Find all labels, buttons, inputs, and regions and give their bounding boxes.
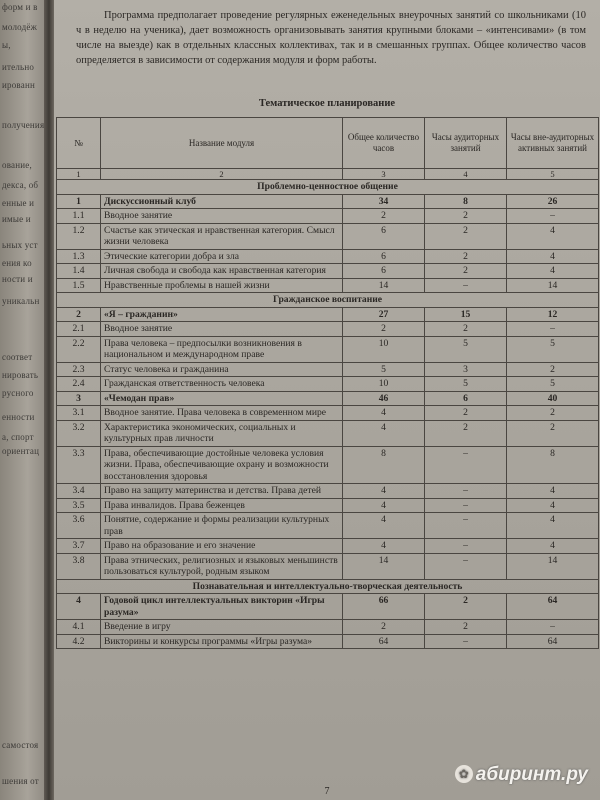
total-hours: 14 — [343, 278, 425, 293]
topic-row — [57, 249, 599, 264]
topic-row — [57, 336, 599, 362]
topic-name: Права этнических, религиозных и языковых меньшинств пользоваться культурой, родным языком — [101, 553, 343, 579]
topic-row — [57, 406, 599, 421]
page-number: 7 — [324, 786, 330, 797]
topic-row — [57, 620, 599, 635]
header-index: 1 — [57, 169, 101, 180]
extra-hours: 5 — [507, 377, 599, 392]
total-hours: 2 — [343, 209, 425, 224]
classroom-hours: – — [425, 278, 507, 293]
topic-name: Право на образование и его значение — [101, 539, 343, 554]
topic-row — [57, 513, 599, 539]
adjacent-page-text-fragment: шения от — [2, 776, 39, 786]
book-gutter — [44, 0, 54, 800]
extra-hours: 14 — [507, 278, 599, 293]
adjacent-page-edge — [0, 0, 46, 800]
topic-row — [57, 498, 599, 513]
row-number: 1.5 — [57, 278, 101, 293]
row-number: 3 — [57, 391, 101, 406]
topic-name: «Чемодан прав» — [101, 391, 343, 406]
classroom-hours: 2 — [425, 594, 507, 620]
extra-hours: 12 — [507, 307, 599, 322]
header-index: 2 — [101, 169, 343, 180]
topic-row — [57, 362, 599, 377]
classroom-hours: 2 — [425, 620, 507, 635]
row-number: 2 — [57, 307, 101, 322]
adjacent-page-text-fragment: енности — [2, 412, 35, 422]
total-hours: 27 — [343, 307, 425, 322]
row-number: 3.2 — [57, 420, 101, 446]
row-number: 2.4 — [57, 377, 101, 392]
adjacent-page-text-fragment: ированн — [2, 80, 35, 90]
extra-hours: 26 — [507, 194, 599, 209]
row-number: 3.1 — [57, 406, 101, 421]
total-hours: 4 — [343, 406, 425, 421]
topic-name: Вводное занятие. Права человека в современном мире — [101, 406, 343, 421]
classroom-hours: 2 — [425, 406, 507, 421]
row-number: 3.4 — [57, 484, 101, 499]
classroom-hours: 2 — [425, 264, 507, 279]
section-title: Проблемно-ценностное общение — [57, 180, 599, 195]
adjacent-page-text-fragment: уникальн — [2, 296, 40, 306]
section-title: Познавательная и интеллектуально-творческая деятельность — [57, 579, 599, 594]
total-hours: 46 — [343, 391, 425, 406]
classroom-hours: 2 — [425, 322, 507, 337]
extra-hours: 14 — [507, 553, 599, 579]
classroom-hours: 5 — [425, 377, 507, 392]
total-hours: 4 — [343, 513, 425, 539]
topic-name: Право на защиту материнства и детства. Права детей — [101, 484, 343, 499]
header-index: 3 — [343, 169, 425, 180]
topic-row — [57, 446, 599, 484]
topic-name: Права человека – предпосылки возникновения в национальном и международном праве — [101, 336, 343, 362]
total-hours: 2 — [343, 322, 425, 337]
extra-hours: 64 — [507, 594, 599, 620]
extra-hours: – — [507, 209, 599, 224]
extra-hours: 4 — [507, 264, 599, 279]
topic-name: Счастье как этическая и нравственная категория. Смысл жизни человека — [101, 223, 343, 249]
row-number: 3.6 — [57, 513, 101, 539]
row-number: 4 — [57, 594, 101, 620]
adjacent-page-text-fragment: ование, — [2, 160, 32, 170]
topic-name: Статус человека и гражданина — [101, 362, 343, 377]
topic-name: «Я – гражданин» — [101, 307, 343, 322]
topic-name: Характеристика экономических, социальных и культурных прав личности — [101, 420, 343, 446]
topic-name: Вводное занятие — [101, 209, 343, 224]
extra-hours: 4 — [507, 223, 599, 249]
topic-row — [57, 223, 599, 249]
topic-name: Вводное занятие — [101, 322, 343, 337]
classroom-hours: 2 — [425, 209, 507, 224]
row-number: 1 — [57, 194, 101, 209]
extra-hours: – — [507, 322, 599, 337]
header-index: 4 — [425, 169, 507, 180]
topic-name: Права инвалидов. Права беженцев — [101, 498, 343, 513]
row-number: 3.3 — [57, 446, 101, 484]
extra-hours: 2 — [507, 362, 599, 377]
row-number: 1.4 — [57, 264, 101, 279]
adjacent-page-text-fragment: самостоя — [2, 740, 39, 750]
section-row — [57, 579, 599, 594]
row-number: 4.2 — [57, 634, 101, 649]
classroom-hours: – — [425, 634, 507, 649]
extra-hours: 40 — [507, 391, 599, 406]
watermark — [455, 764, 588, 786]
module-row — [57, 307, 599, 322]
adjacent-page-text-fragment: енные и — [2, 198, 35, 208]
topic-name: Права, обеспечивающие достойные человека условия жизни. Права, обеспечивающие охрану и возможности восстановления здоровья — [101, 446, 343, 484]
total-hours: 4 — [343, 484, 425, 499]
total-hours: 4 — [343, 420, 425, 446]
adjacent-page-text-fragment: получения — [2, 120, 45, 130]
header-num: № — [57, 118, 101, 169]
row-number: 1.1 — [57, 209, 101, 224]
section-title: Гражданское воспитание — [57, 293, 599, 308]
topic-name: Введение в игру — [101, 620, 343, 635]
topic-name: Гражданская ответственность человека — [101, 377, 343, 392]
module-row — [57, 594, 599, 620]
row-number: 1.3 — [57, 249, 101, 264]
header-index-row — [57, 169, 599, 180]
header-module-name: Название модуля — [101, 118, 343, 169]
adjacent-page-text-fragment: форм и в — [2, 2, 38, 12]
header-extra-hours: Часы вне-аудиторных активных занятий — [507, 118, 599, 169]
header-classroom-hours: Часы аудиторных занятий — [425, 118, 507, 169]
section-row — [57, 293, 599, 308]
classroom-hours: 15 — [425, 307, 507, 322]
row-number: 3.5 — [57, 498, 101, 513]
row-number: 2.3 — [57, 362, 101, 377]
topic-row — [57, 539, 599, 554]
adjacent-page-text-fragment: ы, — [2, 40, 11, 50]
adjacent-page-text-fragment: молодёж — [2, 22, 38, 32]
extra-hours: 64 — [507, 634, 599, 649]
classroom-hours: – — [425, 539, 507, 554]
thematic-planning-table — [56, 117, 599, 649]
table-header-row — [57, 118, 599, 169]
module-row — [57, 391, 599, 406]
total-hours: 4 — [343, 539, 425, 554]
classroom-hours: – — [425, 446, 507, 484]
adjacent-page-text-fragment: ориентац — [2, 446, 40, 456]
classroom-hours: – — [425, 498, 507, 513]
classroom-hours: – — [425, 513, 507, 539]
table-body — [57, 180, 599, 649]
total-hours: 6 — [343, 249, 425, 264]
topic-name: Понятие, содержание и формы реализации культурных прав — [101, 513, 343, 539]
table-title: Тематическое планирование — [258, 98, 396, 109]
total-hours: 34 — [343, 194, 425, 209]
extra-hours: 4 — [507, 249, 599, 264]
classroom-hours: 2 — [425, 420, 507, 446]
topic-row — [57, 322, 599, 337]
topic-row — [57, 209, 599, 224]
topic-row — [57, 278, 599, 293]
total-hours: 8 — [343, 446, 425, 484]
total-hours: 10 — [343, 336, 425, 362]
watermark-logo-icon: ✿ — [455, 765, 473, 783]
adjacent-page-text-fragment: нировать — [2, 370, 39, 380]
row-number: 2.2 — [57, 336, 101, 362]
extra-hours: 4 — [507, 539, 599, 554]
total-hours: 64 — [343, 634, 425, 649]
intro-paragraph: Программа предполагает проведение регулярных еженедельных внеурочных занятий со школьниками (10 ч в неделю на ученика), дает возможность организовывать занятия крупными блоками – «интенсивами» (в том числе на выезде) как в отдельных классных коллективах, так и в смешанных группах. Общее количество часов определяется в зависимости от содержания модуля и форм работы. — [76, 10, 586, 66]
topic-row — [57, 553, 599, 579]
classroom-hours: 3 — [425, 362, 507, 377]
topic-row — [57, 484, 599, 499]
total-hours: 14 — [343, 553, 425, 579]
extra-hours: 4 — [507, 498, 599, 513]
extra-hours: 4 — [507, 513, 599, 539]
watermark-text: абиринт.ру — [475, 764, 588, 785]
topic-name: Годовой цикл интеллектуальных викторин «Игры разума» — [101, 594, 343, 620]
adjacent-page-text-fragment: соответ — [2, 352, 33, 362]
topic-name: Личная свобода и свобода как нравственная категория — [101, 264, 343, 279]
classroom-hours: 6 — [425, 391, 507, 406]
adjacent-page-text-fragment: ьных уст — [2, 240, 38, 250]
extra-hours: 2 — [507, 406, 599, 421]
adjacent-page-text-fragment: русного — [2, 388, 34, 398]
topic-row — [57, 377, 599, 392]
topic-row — [57, 264, 599, 279]
total-hours: 66 — [343, 594, 425, 620]
extra-hours: 8 — [507, 446, 599, 484]
adjacent-page-text-fragment: ности и — [2, 274, 33, 284]
extra-hours: 2 — [507, 420, 599, 446]
extra-hours: – — [507, 620, 599, 635]
topic-row — [57, 634, 599, 649]
header-index: 5 — [507, 169, 599, 180]
total-hours: 4 — [343, 498, 425, 513]
header-total-hours: Общее количество часов — [343, 118, 425, 169]
total-hours: 2 — [343, 620, 425, 635]
adjacent-page-text-fragment: декса, об — [2, 180, 39, 190]
classroom-hours: – — [425, 484, 507, 499]
classroom-hours: 5 — [425, 336, 507, 362]
total-hours: 6 — [343, 223, 425, 249]
book-page — [54, 0, 600, 800]
row-number: 3.8 — [57, 553, 101, 579]
total-hours: 10 — [343, 377, 425, 392]
classroom-hours: 2 — [425, 223, 507, 249]
classroom-hours: 2 — [425, 249, 507, 264]
extra-hours: 4 — [507, 484, 599, 499]
topic-name: Дискуссионный клуб — [101, 194, 343, 209]
adjacent-page-text-fragment: ения ко — [2, 258, 32, 268]
classroom-hours: – — [425, 553, 507, 579]
row-number: 4.1 — [57, 620, 101, 635]
adjacent-page-text-fragment: ительно — [2, 62, 35, 72]
topic-name: Нравственные проблемы в нашей жизни — [101, 278, 343, 293]
module-row — [57, 194, 599, 209]
topic-name: Этические категории добра и зла — [101, 249, 343, 264]
row-number: 3.7 — [57, 539, 101, 554]
row-number: 2.1 — [57, 322, 101, 337]
extra-hours: 5 — [507, 336, 599, 362]
total-hours: 6 — [343, 264, 425, 279]
topic-name: Викторины и конкурсы программы «Игры разума» — [101, 634, 343, 649]
section-row — [57, 180, 599, 195]
adjacent-page-text-fragment: имые и — [2, 214, 31, 224]
total-hours: 5 — [343, 362, 425, 377]
adjacent-page-text-fragment: а, спорт — [2, 432, 34, 442]
topic-row — [57, 420, 599, 446]
classroom-hours: 8 — [425, 194, 507, 209]
row-number: 1.2 — [57, 223, 101, 249]
